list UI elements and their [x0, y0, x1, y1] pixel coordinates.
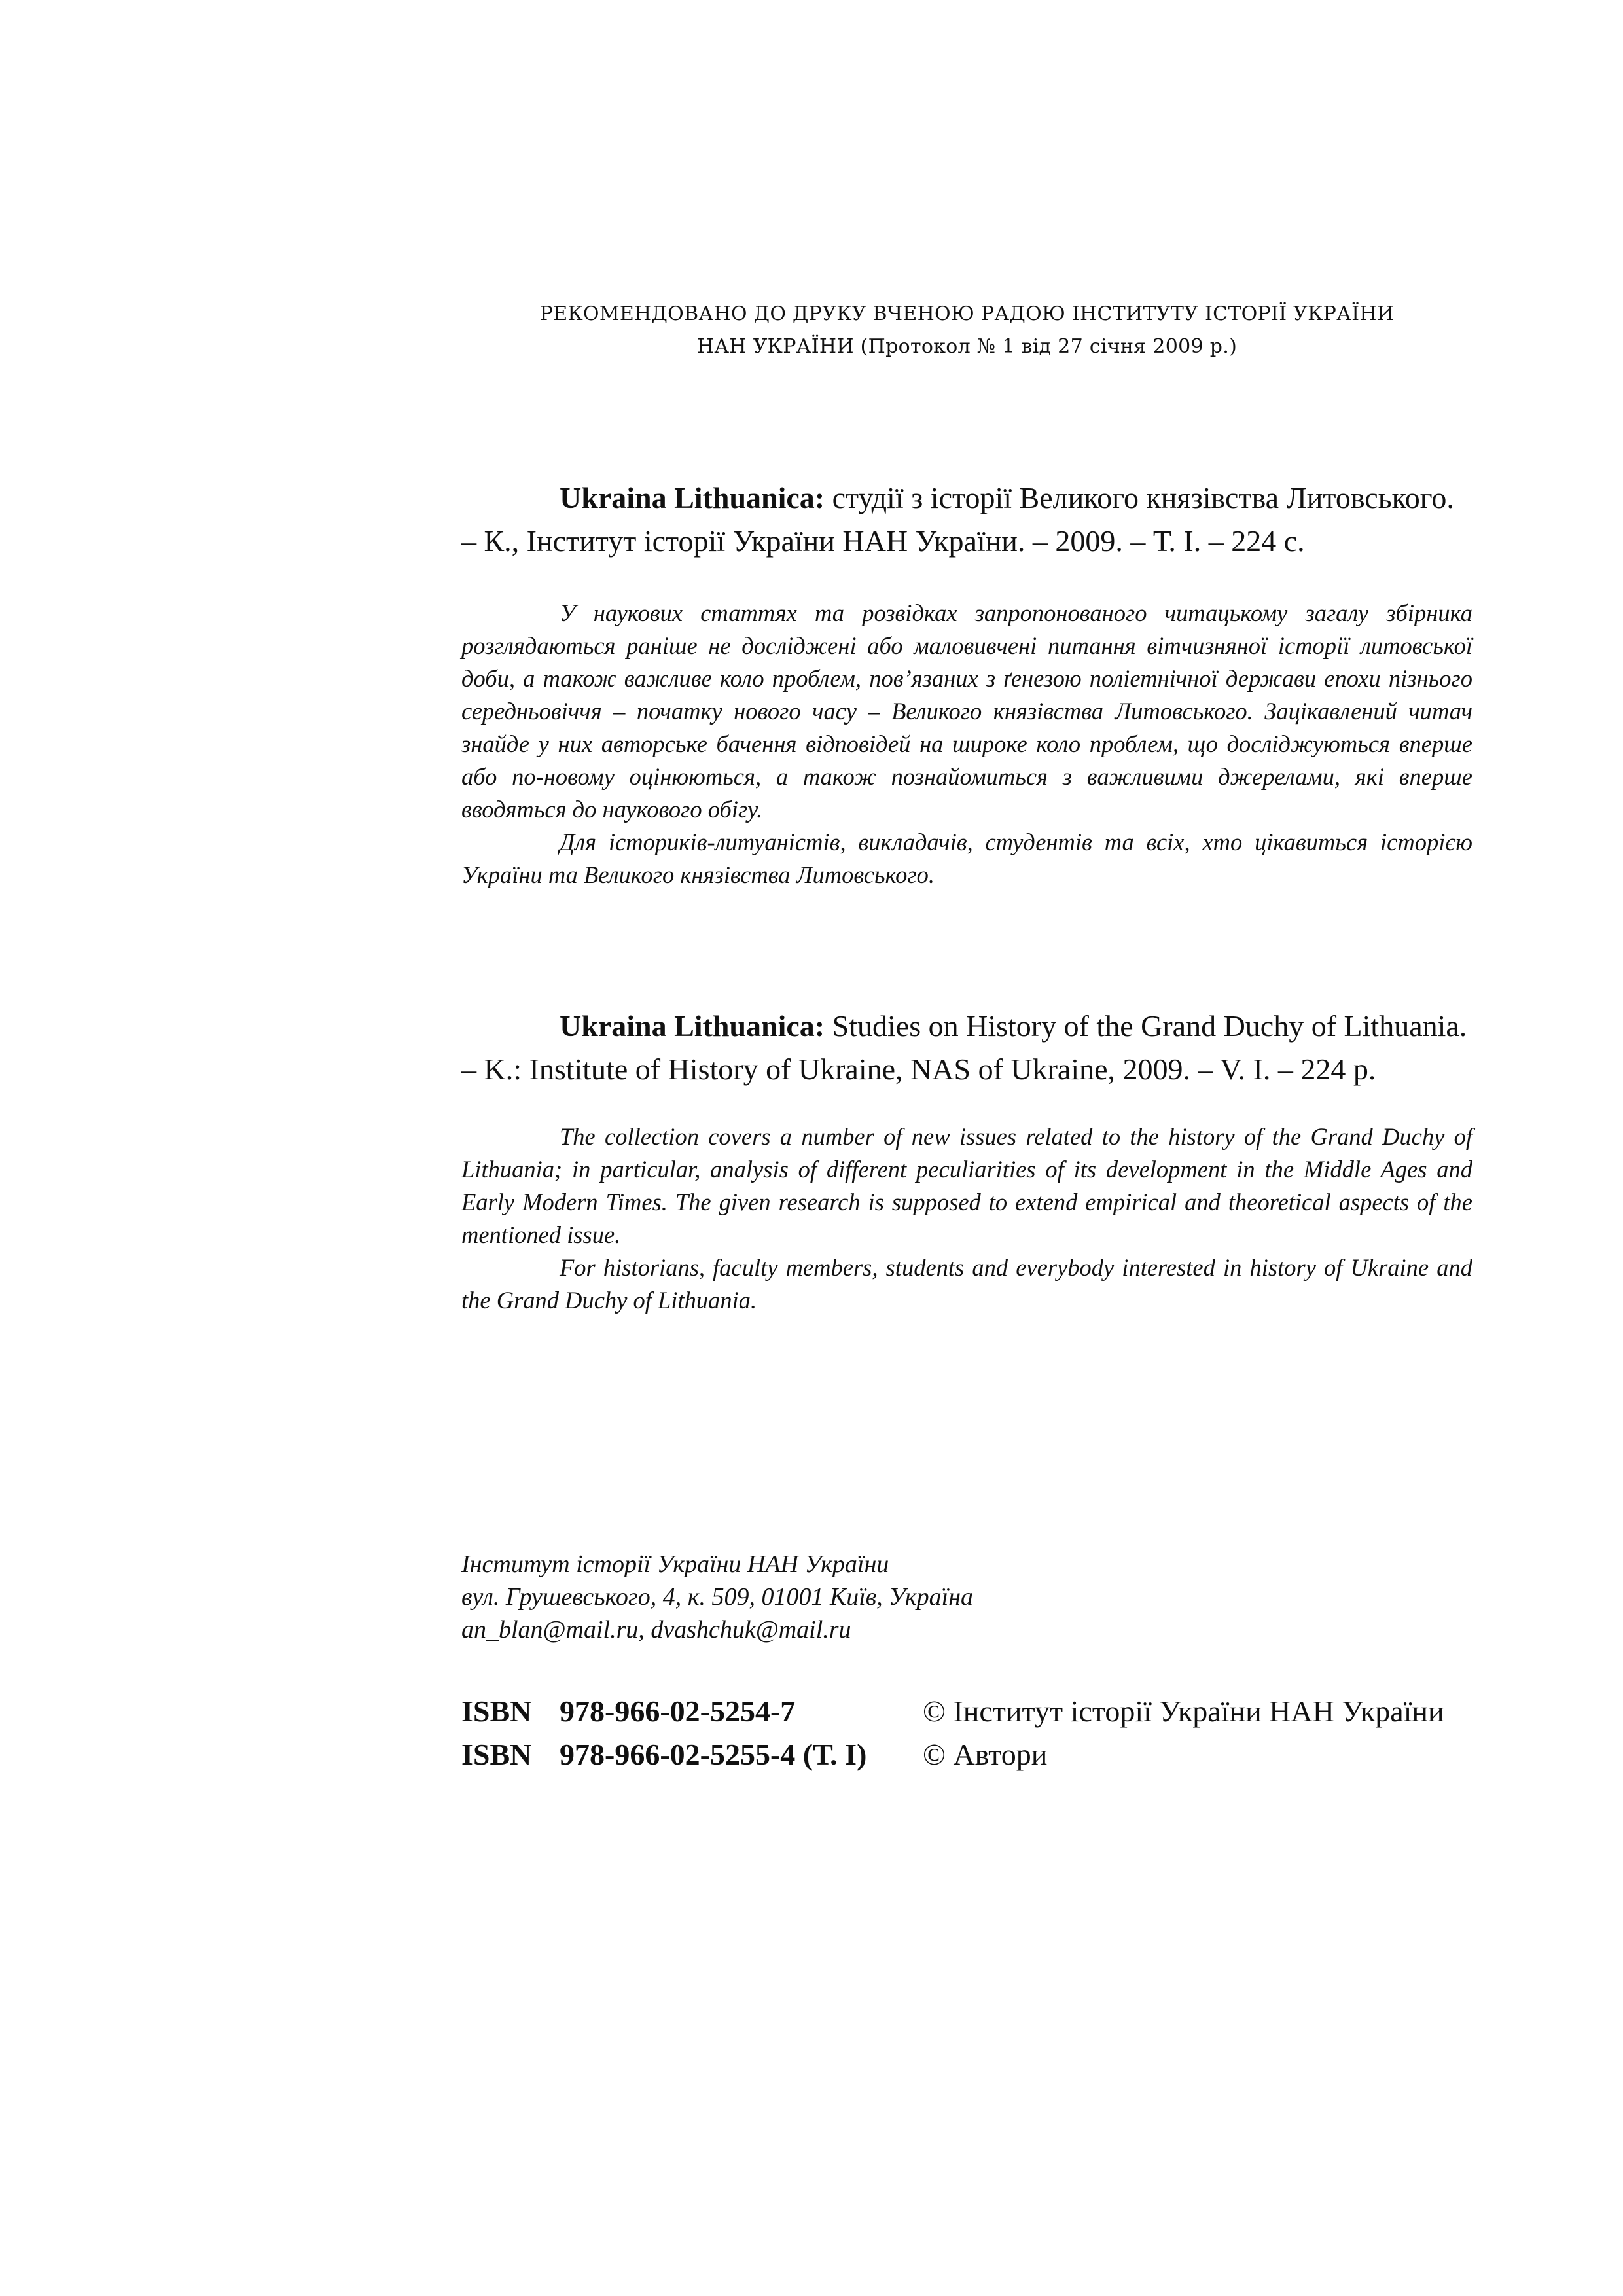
recommendation-line-2: НАН УКРАЇНИ (Протокол № 1 від 27 січня 2009 р.) [696, 335, 1238, 358]
copyright-block [923, 1690, 1444, 1776]
recommendation-line-1: РЕКОМЕНДОВАНО ДО ДРУКУ ВЧЕНОЮ РАДОЮ ІНСТИТУТУ ІСТОРІЇ УКРАЇНИ [539, 302, 1395, 325]
abstract-ua-paragraph-2: Для істориків-литуаністів, викладачів, студентів та всіх, хто цікавиться історією України та Великого князівства Литовського. [461, 829, 1472, 888]
abstract-en-paragraph-2: For historians, faculty members, students and everybody interested in history of Ukraine and the Grand Duchy of Lithuania. [461, 1254, 1472, 1314]
copyright-institute: © Інститут історії України НАН України [923, 1695, 1444, 1728]
abstract-en-paragraph-1: The collection covers a number of new issues related to the history of the Grand Duchy of Lithuania; in particular, analysis of different peculiarities of its development in the Middle Ages and Early Modern Times. The given research is supposed to extend empirical and theoretical aspects of the mentioned issue. [461, 1123, 1472, 1248]
bib-ua-title: Ukraina Lithuanica: [560, 481, 825, 514]
bibliographic-entry-en [461, 1005, 1472, 1091]
bib-en-title: Ukraina Lithuanica: [560, 1009, 825, 1043]
isbn-row-1 [461, 1690, 866, 1733]
copyright-authors: © Автори [923, 1738, 1048, 1771]
abstract-ua-paragraph-1: У наукових статтях та розвідках запропонованого читацькому загалу збірника розглядаються раніше не досліджені або маловивчені питання вітчизняної історії литовської доби, а також важливе коло проблем, пов’язаних з ґенезою поліетнічної держави епохи пізнього середньовіччя – початку нового часу – Великого князівства Литовського. Зацікавлений читач знайде у них авторське бачення відповідей на широке коло проблем, що досліджуються вперше або по-новому оцінюються, а також познайомиться з важливими джерелами, які вперше вводяться до наукового обігу. [461, 600, 1472, 823]
isbn-code-1: 978-966-02-5254-7 [560, 1695, 796, 1728]
abstract-en [461, 1121, 1472, 1317]
isbn-code-2: 978-966-02-5255-4 (Т. І) [560, 1738, 867, 1771]
isbn-row-2 [461, 1733, 866, 1776]
isbn-label: ISBN [461, 1738, 532, 1771]
address-emails: an_blan@mail.ru, dvashchuk@mail.ru [461, 1616, 851, 1643]
isbn-block [461, 1690, 866, 1776]
isbn-label: ISBN [461, 1695, 532, 1728]
abstract-ua [461, 597, 1472, 891]
bib-en-details: Studies on History of the Grand Duchy of Lithuania. – K.: Institute of History of Ukraine, NAS of Ukraine, 2009. – V. I. – 224 p. [461, 1009, 1467, 1086]
address-street: вул. Грушевського, 4, к. 509, 01001 Київ, Україна [461, 1583, 974, 1611]
print-recommendation [461, 298, 1472, 363]
bib-ua-details: студії з історії Великого князівства Литовського. – К., Інститут історії України НАН України. – 2009. – Т. І. – 224 с. [461, 481, 1454, 558]
address-institution: Інститут історії України НАН України [461, 1551, 889, 1578]
publisher-address [461, 1548, 1472, 1646]
bibliographic-entry-ua [461, 476, 1472, 563]
